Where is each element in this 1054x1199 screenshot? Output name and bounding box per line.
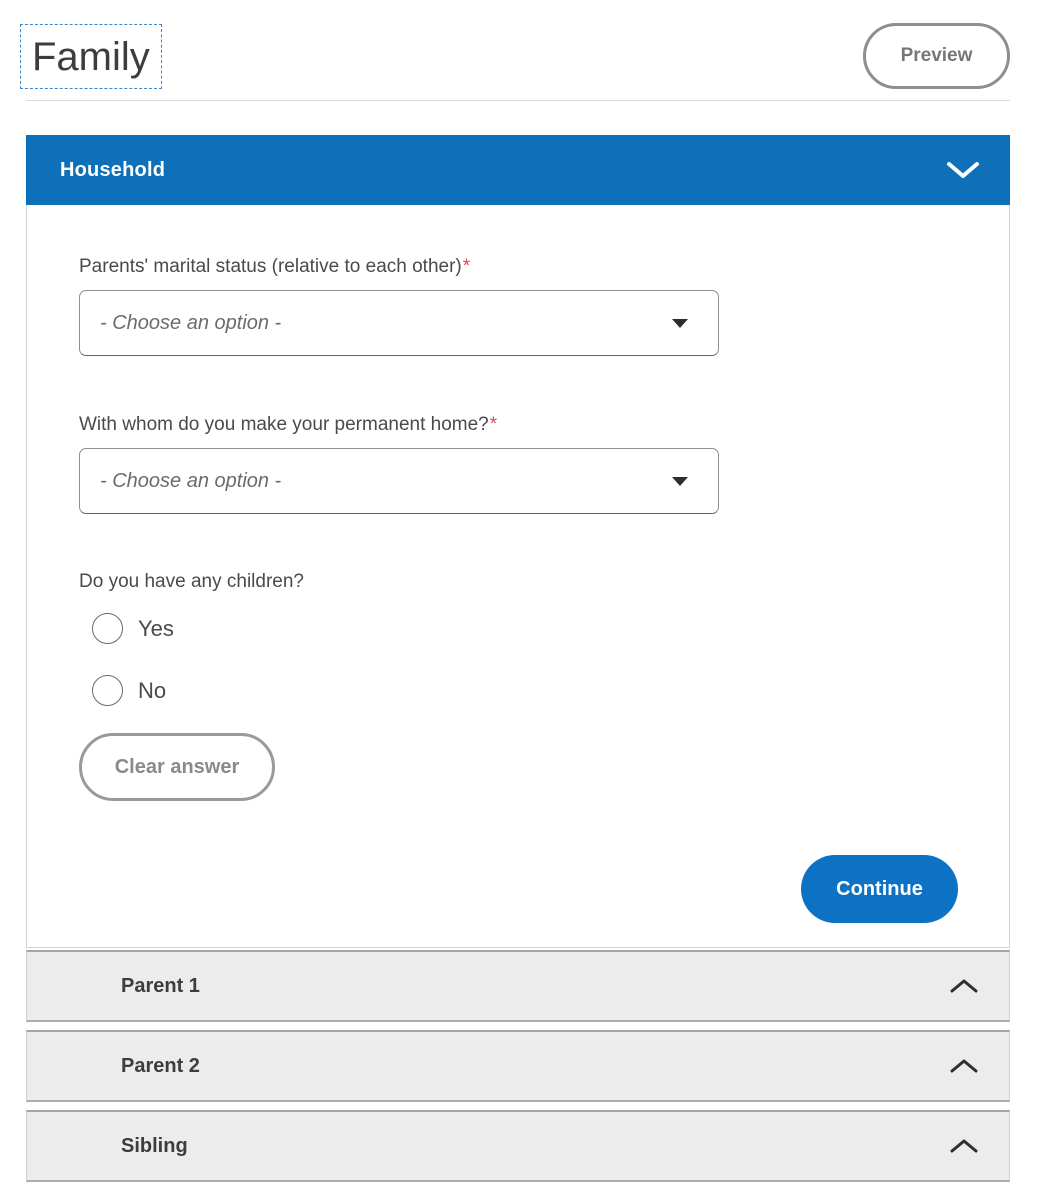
question-label-permanent-home [79, 414, 497, 436]
question-label-marital-status [79, 256, 470, 278]
section-header-sibling[interactable] [26, 1110, 1010, 1182]
question-text: With whom do you make your permanent home? [79, 414, 489, 435]
question-text: Do you have any children? [79, 571, 304, 592]
page-title: Family [32, 34, 150, 79]
section-title: Parent 2 [121, 1054, 200, 1077]
radio-option-no[interactable] [92, 675, 166, 706]
caret-down-icon [672, 477, 688, 486]
question-text: Parents' marital status (relative to each other) [79, 256, 462, 277]
radio-label-yes[interactable]: Yes [138, 615, 174, 641]
required-asterisk: * [489, 414, 498, 435]
required-asterisk: * [462, 256, 471, 277]
chevron-down-icon [946, 161, 980, 179]
clear-answer-button[interactable]: Clear answer [79, 733, 275, 801]
household-section-title: Household [60, 158, 166, 181]
household-section-header[interactable] [26, 135, 1010, 205]
household-section [26, 135, 1010, 948]
preview-button[interactable]: Preview [863, 23, 1010, 89]
radio-circle-icon[interactable] [92, 675, 123, 706]
select-placeholder: - Choose an option - [100, 469, 282, 492]
section-header-parent-2[interactable] [26, 1030, 1010, 1102]
section-header-parent-1[interactable] [26, 950, 1010, 1022]
caret-down-icon [672, 319, 688, 328]
select-placeholder: - Choose an option - [100, 311, 282, 334]
section-title: Sibling [121, 1134, 188, 1157]
section-title: Parent 1 [121, 974, 200, 997]
page-title-field[interactable] [20, 24, 162, 89]
header-divider [26, 100, 1010, 101]
permanent-home-select[interactable] [79, 448, 719, 514]
radio-option-yes[interactable] [92, 613, 174, 644]
chevron-up-icon [949, 1138, 979, 1154]
question-label-children [79, 571, 304, 593]
radio-circle-icon[interactable] [92, 613, 123, 644]
marital-status-select[interactable] [79, 290, 719, 356]
radio-label-no[interactable]: No [138, 677, 167, 703]
chevron-up-icon [949, 1058, 979, 1074]
continue-button[interactable]: Continue [801, 855, 958, 923]
chevron-up-icon [949, 978, 979, 994]
